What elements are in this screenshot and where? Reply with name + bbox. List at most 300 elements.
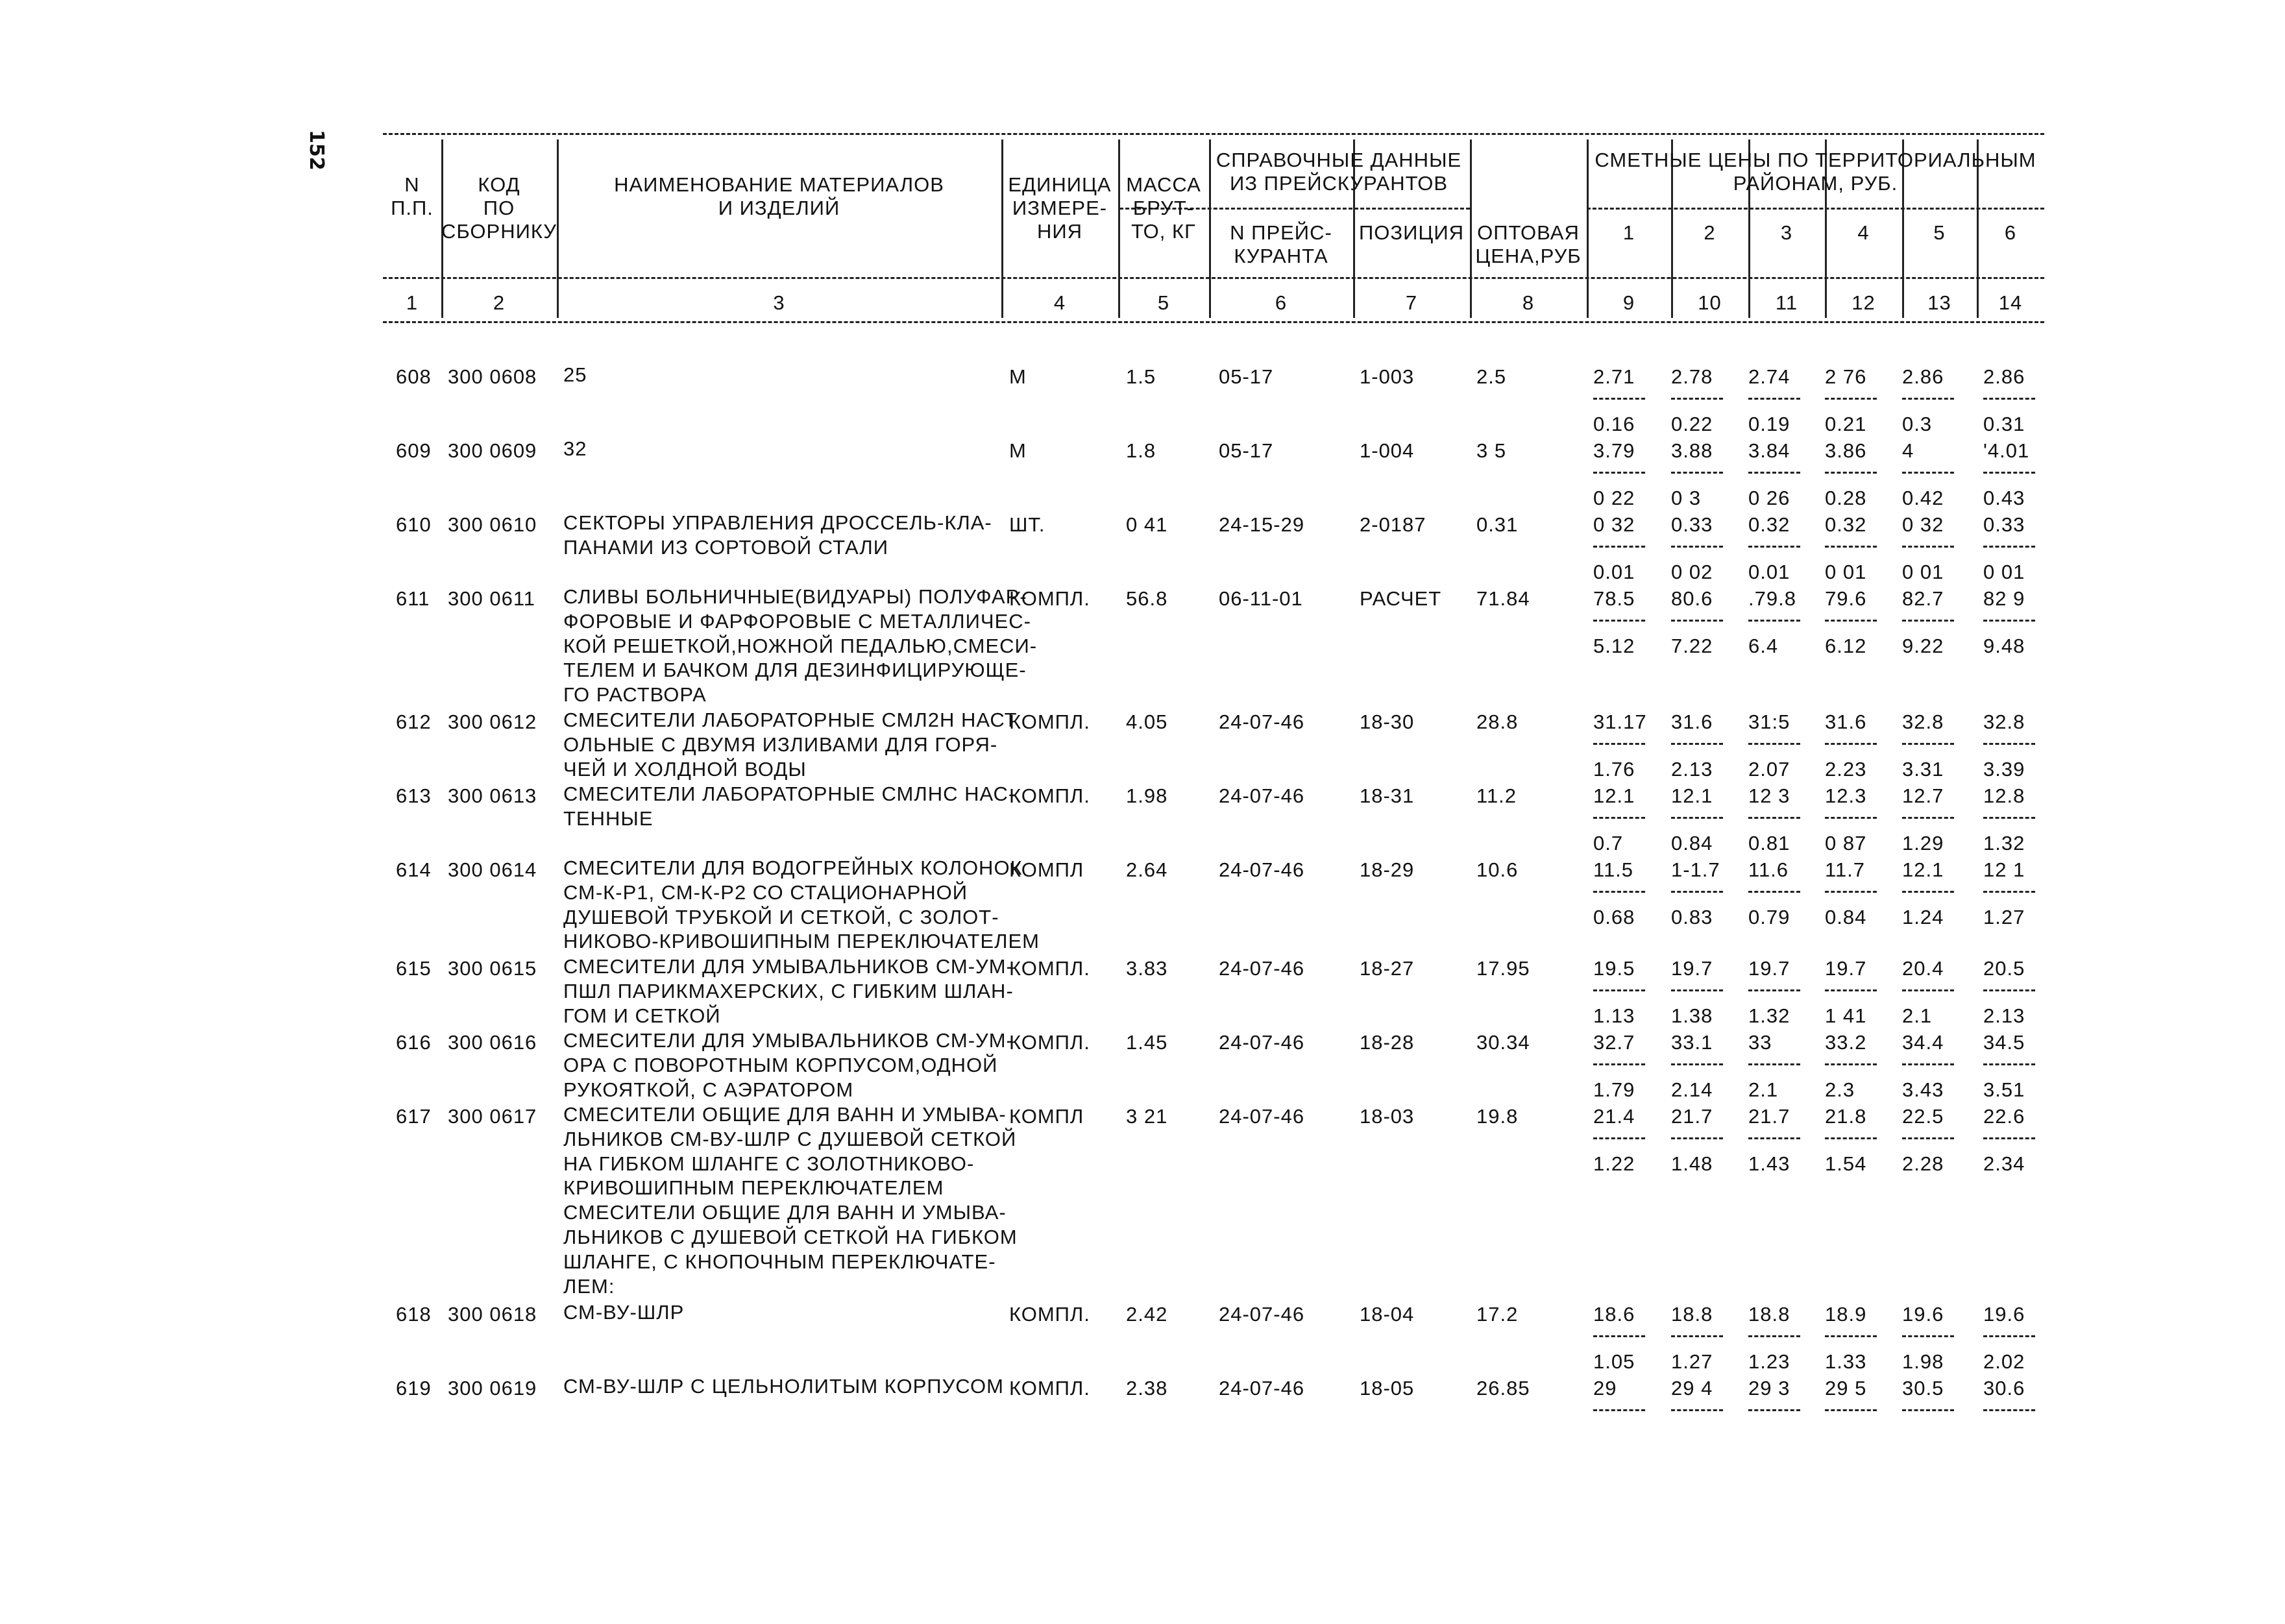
row-name	[563, 708, 1018, 781]
estimate-price: 0 32	[1902, 513, 1944, 536]
estimate-price-region-4	[1825, 1105, 1895, 1176]
estimate-price: 12.1	[1671, 784, 1713, 807]
header-name: НАИМЕНОВАНИЕ МАТЕРИАЛОВ	[614, 173, 944, 196]
row-mass: 1.5	[1126, 365, 1156, 388]
row-position: 1-003	[1360, 365, 1415, 388]
column-number-1: 1	[406, 291, 419, 314]
estimate-price: 21.7	[1748, 1105, 1790, 1128]
estimate-price: 0.32	[1748, 513, 1790, 536]
transport-cost: 0.31	[1983, 413, 2025, 435]
header-estimate-group-2: РАЙОНАМ, РУБ.	[1733, 172, 1898, 195]
price-divider	[1902, 1063, 1954, 1065]
transport-cost: 0.3	[1902, 413, 1933, 435]
estimate-price-region-4	[1825, 710, 1895, 781]
row-position: 2-0187	[1360, 513, 1426, 536]
price-divider	[1983, 1137, 2035, 1139]
estimate-price: 31:5	[1748, 710, 1790, 733]
estimate-price-region-2	[1671, 1377, 1741, 1424]
row-wholesale: 2.5	[1476, 365, 1507, 388]
estimate-price: 33	[1748, 1031, 1772, 1054]
estimate-price: '4.01	[1983, 439, 2030, 462]
row-name-line: ПШЛ ПАРИКМАХЕРСКИХ, С ГИБКИМ ШЛАН-	[563, 979, 1014, 1002]
row-unit: М	[1009, 365, 1027, 388]
column-number-5: 5	[1157, 291, 1170, 314]
price-divider	[1825, 817, 1877, 819]
row-name-line: ЛЬНИКОВ СМ-ВУ-ШЛР С ДУШЕВОЙ СЕТКОЙ	[563, 1127, 1017, 1150]
row-unit: КОМПЛ.	[1009, 587, 1090, 610]
row-name-line: ОЛЬНЫЕ С ДВУМЯ ИЗЛИВАМИ ДЛЯ ГОРЯ-	[563, 733, 998, 756]
estimate-price: 19.6	[1902, 1303, 1944, 1326]
header-region-3: 3	[1780, 221, 1793, 244]
price-divider	[1671, 743, 1723, 745]
estimate-price: 20.5	[1983, 957, 2025, 980]
estimate-price-region-3	[1748, 957, 1818, 1028]
transport-cost: 2.3	[1825, 1078, 1855, 1101]
transport-cost: 0.84	[1671, 832, 1713, 854]
estimate-price: 2.74	[1748, 365, 1790, 388]
estimate-price-region-4	[1825, 439, 1895, 510]
estimate-price-region-5	[1902, 858, 1972, 929]
header-pp: П.П.	[391, 197, 434, 219]
row-wholesale: 17.95	[1476, 957, 1530, 980]
row-number: 611	[396, 587, 430, 610]
price-divider	[1748, 989, 1800, 991]
estimate-price-region-4	[1825, 784, 1895, 855]
row-name	[563, 585, 1038, 707]
transport-cost: 1.22	[1593, 1152, 1635, 1175]
estimate-price: 34.4	[1902, 1031, 1944, 1054]
estimate-price-region-2	[1671, 365, 1741, 436]
row-mass: 3 21	[1126, 1105, 1168, 1128]
transport-cost: 0.43	[1983, 487, 2025, 509]
estimate-price-region-6	[1983, 513, 2053, 584]
row-position: РАСЧЕТ	[1360, 587, 1442, 610]
row-mass: 2.64	[1126, 858, 1168, 881]
estimate-price-region-3	[1748, 1303, 1818, 1374]
row-name-line: СМ-ВУ-ШЛР С ЦЕЛЬНОЛИТЫМ КОРПУСОМ	[563, 1375, 1004, 1398]
price-divider	[1593, 1335, 1645, 1337]
estimate-price-region-4	[1825, 1303, 1895, 1374]
estimate-price-region-6	[1983, 858, 2053, 929]
transport-cost: 6.4	[1748, 635, 1779, 657]
estimate-price: 30.5	[1902, 1377, 1944, 1400]
estimate-price-region-6	[1983, 710, 2053, 781]
price-divider	[1671, 1137, 1723, 1139]
row-position: 18-03	[1360, 1105, 1415, 1128]
header-region-1: 1	[1622, 221, 1635, 244]
estimate-price: 29	[1593, 1377, 1617, 1400]
estimate-price: 29 5	[1825, 1377, 1867, 1400]
price-divider	[1825, 1335, 1877, 1337]
estimate-price: 3.79	[1593, 439, 1635, 462]
transport-cost: 0 01	[1983, 561, 2025, 583]
price-divider	[1902, 891, 1954, 893]
header-unit: ЕДИНИЦА	[1008, 173, 1112, 196]
header-bottom-rule	[383, 321, 2044, 323]
estimate-price: 29 3	[1748, 1377, 1790, 1400]
estimate-price: 32.8	[1902, 710, 1944, 733]
header-n: N	[404, 173, 420, 196]
row-code: 300 0610	[448, 513, 537, 536]
price-divider	[1983, 989, 2035, 991]
header-mass: МАССА	[1126, 173, 1201, 196]
price-divider	[1902, 1409, 1954, 1411]
estimate-price: 79.6	[1825, 587, 1867, 610]
row-code: 300 0618	[448, 1303, 537, 1326]
row-name-line: ДУШЕВОЙ ТРУБКОЙ И СЕТКОЙ, С ЗОЛОТ-	[563, 905, 999, 928]
row-unit: КОМПЛ.	[1009, 784, 1090, 807]
estimate-price-region-5	[1902, 710, 1972, 781]
row-wholesale: 10.6	[1476, 858, 1519, 881]
row-position: 18-04	[1360, 1303, 1415, 1326]
row-name-line: СМЕСИТЕЛИ ДЛЯ УМЫВАЛЬНИКОВ СМ-УМ-	[563, 955, 1014, 978]
estimate-price-region-2	[1671, 513, 1741, 584]
transport-cost: 2.23	[1825, 758, 1867, 781]
row-number: 617	[396, 1105, 432, 1128]
row-unit: КОМПЛ	[1009, 1105, 1084, 1128]
estimate-price-region-5	[1902, 587, 1972, 658]
row-position: 18-30	[1360, 710, 1415, 733]
row-name-line: НА ГИБКОМ ШЛАНГЕ С ЗОЛОТНИКОВО-	[563, 1152, 975, 1175]
transport-cost: 1.27	[1671, 1350, 1713, 1373]
row-number: 619	[396, 1377, 432, 1400]
estimate-price: 34.5	[1983, 1031, 2025, 1054]
price-divider	[1902, 620, 1954, 622]
transport-cost: 1.48	[1671, 1152, 1713, 1175]
header-mass-2: БРУТ-	[1132, 197, 1195, 219]
estimate-price: 78.5	[1593, 587, 1635, 610]
price-divider	[1593, 620, 1645, 622]
estimate-price-region-2	[1671, 439, 1741, 510]
row-name	[563, 856, 1040, 954]
estimate-price: 12.8	[1983, 784, 2025, 807]
transport-cost: 7.22	[1671, 635, 1713, 657]
price-divider	[1748, 743, 1800, 745]
row-name-line: 25	[563, 363, 587, 386]
estimate-price-region-2	[1671, 587, 1741, 658]
price-divider	[1902, 743, 1954, 745]
estimate-price-region-3	[1748, 365, 1818, 436]
estimate-price: 2.86	[1983, 365, 2025, 388]
row-name-line: ЛЬНИКОВ С ДУШЕВОЙ СЕТКОЙ НА ГИБКОМ	[563, 1225, 1018, 1248]
estimate-price: 22.6	[1983, 1105, 2025, 1128]
estimate-price-region-5	[1902, 513, 1972, 584]
price-divider	[1983, 743, 2035, 745]
price-divider	[1748, 817, 1800, 819]
estimate-price-region-1	[1593, 1031, 1663, 1102]
row-name-line: КОЙ РЕШЕТКОЙ,НОЖНОЙ ПЕДАЛЬЮ,СМЕСИ-	[563, 634, 1038, 657]
row-pricelist: 24-07-46	[1219, 1031, 1305, 1054]
row-position: 18-31	[1360, 784, 1415, 807]
row-pricelist: 05-17	[1219, 439, 1274, 462]
transport-cost: 1.32	[1748, 1004, 1790, 1027]
transport-cost: 0.19	[1748, 413, 1790, 435]
estimate-price: .79.8	[1748, 587, 1796, 610]
column-number-3: 3	[773, 291, 785, 314]
transport-cost: 2.07	[1748, 758, 1790, 781]
transport-cost: 0.01	[1593, 561, 1635, 583]
transport-cost: 0.42	[1902, 487, 1944, 509]
transport-cost: 3.43	[1902, 1078, 1944, 1101]
row-wholesale: 30.34	[1476, 1031, 1530, 1054]
row-name-line: СМЕСИТЕЛИ ОБЩИЕ ДЛЯ ВАНН И УМЫВА-	[563, 1103, 1007, 1126]
estimate-price-region-1	[1593, 513, 1663, 584]
transport-cost: 0.79	[1748, 906, 1790, 928]
estimate-price: 3.84	[1748, 439, 1790, 462]
estimate-price-region-4	[1825, 957, 1895, 1028]
transport-cost: 0.16	[1593, 413, 1635, 435]
header-region-2: 2	[1704, 221, 1716, 244]
estimate-price: 12.1	[1593, 784, 1635, 807]
price-divider	[1593, 817, 1645, 819]
row-pricelist: 24-07-46	[1219, 1377, 1305, 1400]
row-position: 18-29	[1360, 858, 1415, 881]
header-position: ПОЗИЦИЯ	[1359, 221, 1464, 244]
transport-cost: 1 41	[1825, 1004, 1867, 1027]
estimate-price-region-5	[1902, 957, 1972, 1028]
row-wholesale: 3 5	[1476, 439, 1507, 462]
price-divider	[1748, 1335, 1800, 1337]
estimate-price: 32.8	[1983, 710, 2025, 733]
row-mass: 3.83	[1126, 957, 1168, 980]
transport-cost: 1.98	[1902, 1350, 1944, 1373]
header-unit-2: ИЗМЕРЕ-	[1012, 197, 1108, 219]
transport-cost: 0 3	[1671, 487, 1702, 509]
price-divider	[1902, 546, 1954, 548]
transport-cost: 0.81	[1748, 832, 1790, 854]
row-name-line: ЧЕЙ И ХОЛДНОЙ ВОДЫ	[563, 757, 807, 781]
row-unit: ШТ.	[1009, 513, 1045, 536]
estimate-price-region-2	[1671, 1303, 1741, 1374]
transport-cost: 0 02	[1671, 561, 1713, 583]
row-mass: 2.42	[1126, 1303, 1168, 1326]
estimate-price-region-3	[1748, 1377, 1818, 1424]
price-divider	[1825, 620, 1877, 622]
estimate-price: 22.5	[1902, 1105, 1944, 1128]
row-name-line: РУКОЯТКОЙ, С АЭРАТОРОМ	[563, 1078, 854, 1101]
estimate-price-region-5	[1902, 1377, 1972, 1424]
transport-cost: 0.28	[1825, 487, 1867, 509]
estimate-price: 30.6	[1983, 1377, 2025, 1400]
estimate-price-region-1	[1593, 1105, 1663, 1176]
price-divider	[1748, 1137, 1800, 1139]
header-region-4: 4	[1857, 221, 1870, 244]
header-mass-3: ТО, КГ	[1131, 220, 1196, 243]
estimate-price: 11.6	[1748, 858, 1789, 881]
row-mass: 1.45	[1126, 1031, 1168, 1054]
column-number-14: 14	[1998, 291, 2023, 314]
transport-cost: 3.31	[1902, 758, 1944, 781]
row-pricelist: 05-17	[1219, 365, 1274, 388]
column-number-10: 10	[1698, 291, 1722, 314]
price-divider	[1748, 1063, 1800, 1065]
row-name	[563, 437, 1018, 461]
estimate-price: 12.1	[1902, 858, 1944, 881]
column-number-7: 7	[1405, 291, 1418, 314]
row-pricelist: 24-07-46	[1219, 1303, 1305, 1326]
estimate-price: 18.6	[1593, 1303, 1635, 1326]
price-divider	[1593, 1409, 1645, 1411]
transport-cost: 9.22	[1902, 635, 1944, 657]
estimate-price: 21.8	[1825, 1105, 1867, 1128]
row-name-line: ОРА С ПОВОРОТНЫМ КОРПУСОМ,ОДНОЙ	[563, 1053, 998, 1076]
estimate-price-region-4	[1825, 365, 1895, 436]
row-number: 612	[396, 710, 432, 733]
price-divider	[1983, 1335, 2035, 1337]
estimate-price-region-4	[1825, 587, 1895, 658]
estimate-price-region-3	[1748, 513, 1818, 584]
row-code: 300 0617	[448, 1105, 537, 1128]
estimate-price: 21.7	[1671, 1105, 1713, 1128]
row-name-line: ГО РАСТВОРА	[563, 683, 707, 707]
estimate-price: 3.86	[1825, 439, 1867, 462]
estimate-price: 82.7	[1902, 587, 1944, 610]
price-divider	[1748, 546, 1800, 548]
transport-cost: 0.83	[1671, 906, 1713, 928]
row-position: 18-27	[1360, 957, 1415, 980]
transport-cost: 0 01	[1825, 561, 1867, 583]
estimate-price-region-3	[1748, 710, 1818, 781]
estimate-price-region-1	[1593, 858, 1663, 929]
estimate-price-region-1	[1593, 957, 1663, 1028]
row-name-line: СМ-К-Р1, СМ-К-Р2 СО СТАЦИОНАРНОЙ	[563, 880, 968, 904]
price-divider	[1593, 398, 1645, 400]
header-code: КОД	[478, 173, 520, 196]
header-code-po: ПО	[483, 197, 515, 219]
transport-cost: 1.13	[1593, 1004, 1635, 1027]
row-mass: 1.8	[1126, 439, 1156, 462]
estimate-price: 3.88	[1671, 439, 1713, 462]
estimate-price-region-4	[1825, 1031, 1895, 1102]
price-divider	[1748, 620, 1800, 622]
estimate-price: 19.7	[1671, 957, 1713, 980]
transport-cost: 1.05	[1593, 1350, 1635, 1373]
estimate-price-region-6	[1983, 1303, 2053, 1374]
header-region-6: 6	[2004, 221, 2017, 244]
column-number-12: 12	[1851, 291, 1876, 314]
transport-cost: 6.12	[1825, 635, 1867, 657]
transport-cost: 2.13	[1983, 1004, 2025, 1027]
row-number: 610	[396, 513, 432, 536]
estimate-price: 12.3	[1825, 784, 1867, 807]
estimate-price-region-4	[1825, 513, 1895, 584]
estimate-price: 11.5	[1593, 858, 1634, 881]
estimate-price-region-2	[1671, 858, 1741, 929]
header-mid-rule	[383, 277, 2044, 279]
estimate-price-region-1	[1593, 784, 1663, 855]
price-divider	[1593, 743, 1645, 745]
estimate-price-region-5	[1902, 1031, 1972, 1102]
transport-cost: 1.38	[1671, 1004, 1713, 1027]
price-divider	[1902, 398, 1954, 400]
row-name	[563, 1374, 1018, 1399]
header-unit-3: НИЯ	[1036, 220, 1083, 243]
estimate-price-region-4	[1825, 858, 1895, 929]
estimate-price-region-5	[1902, 365, 1972, 436]
estimate-price-region-1	[1593, 1377, 1663, 1424]
price-divider	[1983, 817, 2035, 819]
estimate-price: 32.7	[1593, 1031, 1635, 1054]
transport-cost: 2.14	[1671, 1078, 1713, 1101]
price-divider	[1902, 1335, 1954, 1337]
row-mass: 0 41	[1126, 513, 1168, 536]
estimate-price: 31.6	[1671, 710, 1713, 733]
transport-cost: 0 26	[1748, 487, 1790, 509]
row-code: 300 0619	[448, 1377, 537, 1400]
row-name-line: КРИВОШИПНЫМ ПЕРЕКЛЮЧАТЕЛЕМ	[563, 1176, 944, 1200]
price-divider	[1983, 472, 2035, 474]
price-divider	[1983, 620, 2035, 622]
estimate-price: 2.71	[1593, 365, 1635, 388]
transport-cost: 1.76	[1593, 758, 1635, 781]
estimate-price-region-2	[1671, 710, 1741, 781]
estimate-price-region-2	[1671, 1105, 1741, 1176]
row-unit: КОМПЛ.	[1009, 710, 1090, 733]
row-pricelist: 24-07-46	[1219, 1105, 1305, 1128]
estimate-price: 18.8	[1671, 1303, 1713, 1326]
transport-cost: 1.24	[1902, 906, 1944, 928]
estimate-price-region-5	[1902, 1303, 1972, 1374]
row-mass: 1.98	[1126, 784, 1168, 807]
price-divider	[1593, 546, 1645, 548]
estimate-price-region-6	[1983, 784, 2053, 855]
estimate-price-region-2	[1671, 784, 1741, 855]
price-divider	[1748, 472, 1800, 474]
transport-cost: 0 01	[1902, 561, 1944, 583]
estimate-price: 19.7	[1825, 957, 1867, 980]
estimate-price-region-6	[1983, 439, 2053, 510]
estimate-price: 82 9	[1983, 587, 2025, 610]
row-position: 18-28	[1360, 1031, 1415, 1054]
column-number-13: 13	[1927, 291, 1951, 314]
row-name	[563, 363, 1018, 387]
row-pricelist: 06-11-01	[1219, 587, 1303, 610]
estimate-price-region-6	[1983, 957, 2053, 1028]
price-divider	[1825, 1063, 1877, 1065]
estimate-price: 2.86	[1902, 365, 1944, 388]
transport-cost: 0.84	[1825, 906, 1867, 928]
estimate-price-region-3	[1748, 1031, 1818, 1102]
row-mass: 2.38	[1126, 1377, 1168, 1400]
estimate-price-region-2	[1671, 957, 1741, 1028]
estimate-price: 12 1	[1983, 858, 2025, 881]
price-divider	[1902, 1137, 1954, 1139]
header-pricelist-2: КУРАНТА	[1234, 245, 1328, 267]
row-wholesale: 26.85	[1476, 1377, 1530, 1400]
estimate-price: 0.33	[1671, 513, 1713, 536]
estimate-price-region-5	[1902, 784, 1972, 855]
estimate-price: 33.1	[1671, 1031, 1713, 1054]
header-name-2: И ИЗДЕЛИЙ	[718, 197, 840, 219]
estimate-price-region-6	[1983, 1377, 2053, 1424]
row-name-line: ЛЕМ:	[563, 1274, 615, 1298]
row-unit: КОМПЛ.	[1009, 1303, 1090, 1326]
estimate-price-region-3	[1748, 587, 1818, 658]
estimate-price: 11.7	[1825, 858, 1866, 881]
transport-cost: 1.27	[1983, 906, 2025, 928]
header-ref-group-2: ИЗ ПРЕЙСКУРАНТОВ	[1229, 172, 1448, 195]
estimate-price: 0.32	[1825, 513, 1867, 536]
estimate-price-region-3	[1748, 858, 1818, 929]
row-name	[563, 1028, 1018, 1102]
row-code: 300 0609	[448, 439, 537, 462]
estimate-price: 33.2	[1825, 1031, 1867, 1054]
price-divider	[1671, 620, 1723, 622]
row-mass: 4.05	[1126, 710, 1168, 733]
row-name-line: ШЛАНГЕ, С КНОПОЧНЫМ ПЕРЕКЛЮЧАТЕ-	[563, 1250, 996, 1273]
row-number: 613	[396, 784, 432, 807]
price-divider	[1671, 398, 1723, 400]
